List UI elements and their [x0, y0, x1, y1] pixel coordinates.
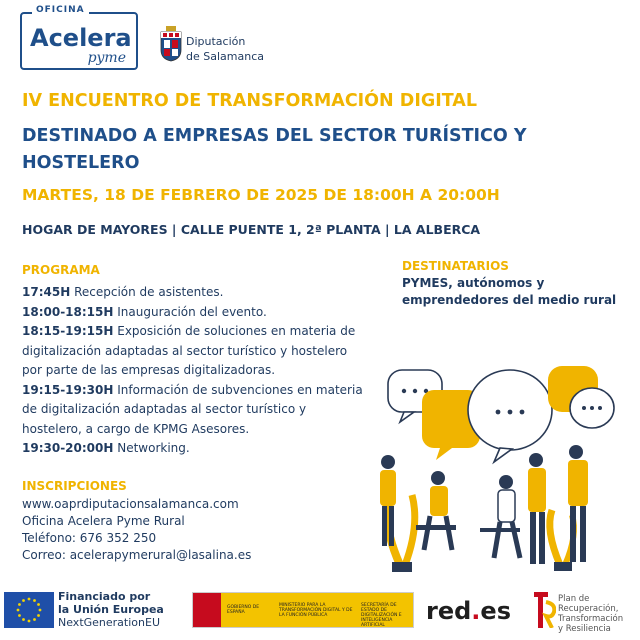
eu-star: [39, 609, 42, 612]
programa-text: Recepción de asistentes.: [70, 285, 224, 299]
programa-item: [22, 283, 367, 303]
eu-star: [28, 620, 31, 623]
eu-star: [33, 599, 36, 602]
diputacion-line1: Diputación: [186, 35, 246, 48]
redes-right: es: [480, 597, 511, 625]
eu-star: [18, 614, 21, 617]
redes-dot: .: [471, 597, 481, 625]
inscripciones-heading: INSCRIPCIONES: [22, 479, 127, 493]
programa-item: [22, 439, 367, 459]
programa-time: 18:00-18:15H: [22, 304, 114, 319]
spain-coat-of-arms-icon: [193, 593, 221, 627]
programa-time: 19:15-19:30H: [22, 382, 114, 397]
programa-time: 17:45H: [22, 285, 71, 299]
eu-star: [17, 609, 20, 612]
prtr-line3: Transformación: [558, 614, 624, 624]
programa-item: [22, 381, 367, 440]
prtr-logo-icon: [534, 592, 556, 628]
programa-text: Inauguración del evento.: [113, 304, 267, 319]
inscripciones-office: Oficina Acelera Pyme Rural: [22, 514, 185, 528]
redes-left: red: [426, 597, 472, 625]
eu-star: [22, 599, 25, 602]
person-figure: [568, 445, 588, 562]
eu-line1: Financiado por: [58, 590, 151, 603]
eu-star: [28, 598, 31, 601]
gobierno-text: GOBIERNO DE ESPAÑA: [227, 605, 260, 615]
destinatarios-text: PYMES, autónomos y emprendedores del medio rural: [402, 276, 617, 307]
programa-heading: PROGRAMA: [22, 263, 100, 277]
person-figure: [528, 453, 546, 564]
eu-star: [37, 603, 40, 606]
eu-star: [18, 603, 21, 606]
networking-illustration: [360, 350, 630, 580]
secretaria-text: SECRETARÍA DE ESTADO DE DIGITALIZACIÓN E INTELIGENCIA ARTIFICIAL: [361, 603, 402, 628]
ministerio-text: MINISTERIO PARA LA TRANSFORMACIÓN DIGITAL Y DE LA FUNCIÓN PÚBLICA: [279, 603, 353, 618]
gobierno-logo-band: [221, 593, 413, 627]
eu-star: [22, 618, 25, 621]
programa-time: 19:30-20:00H: [22, 441, 114, 455]
oficina-acelera-pyme-logo: [20, 5, 138, 70]
diputacion-logo-text: [186, 34, 264, 64]
programa-text: Exposición de soluciones en materia de digitalización adaptadas al sector turístico y hostelero por parte de las empresas digitalizadoras.: [22, 324, 356, 377]
eu-line3: NextGenerationEU: [58, 616, 160, 629]
salamanca-shield-icon: [160, 26, 182, 62]
inscripciones-website-link[interactable]: www.oaprdiputacionsalamanca.com: [22, 497, 239, 511]
acelera-top-label: OFICINA: [32, 5, 89, 15]
acelera-word: Acelera: [30, 24, 132, 52]
eu-line2: la Unión Europea: [58, 603, 164, 616]
speech-bubble-icon: [468, 370, 552, 462]
programa-list: [22, 283, 367, 459]
acelera-pyme: pyme: [87, 50, 126, 66]
prtr-line1: Plan de: [558, 594, 590, 604]
destinatarios-heading: DESTINATARIOS: [402, 259, 509, 273]
eu-star: [37, 614, 40, 617]
event-subtitle: DESTINADO A EMPRESAS DEL SECTOR TURÍSTICO Y HOSTELERO: [22, 126, 527, 173]
programa-text: Networking.: [113, 441, 190, 455]
programa-time: 18:15-19:15H: [22, 324, 114, 338]
person-figure: [480, 475, 520, 558]
eu-flag-icon: [4, 592, 54, 628]
person-figure: [416, 471, 456, 550]
prtr-line2: Recuperación,: [558, 604, 619, 614]
event-date: MARTES, 18 DE FEBRERO DE 2025 DE 18:00H A 20:00H: [22, 186, 500, 204]
speech-bubble-icon: [570, 388, 614, 428]
eu-funding-text: [58, 590, 164, 629]
programa-item: [22, 303, 367, 323]
programa-item: [22, 322, 367, 381]
inscripciones-phone[interactable]: Teléfono: 676 352 250: [22, 531, 157, 545]
prtr-line4: y Resiliencia: [558, 624, 611, 634]
event-title: IV ENCUENTRO DE TRANSFORMACIÓN DIGITAL: [22, 91, 477, 111]
red-es-logo: [426, 597, 511, 625]
prtr-text: [558, 594, 623, 634]
event-place: HOGAR DE MAYORES | CALLE PUENTE 1, 2ª PLANTA | LA ALBERCA: [22, 222, 481, 237]
eu-star: [33, 618, 36, 621]
inscripciones-list: [22, 496, 251, 564]
programa-text: Información de subvenciones en materia de digitalización adaptadas al sector turístico y hostelero, a cargo de KPMG Asesores.: [22, 382, 363, 436]
diputacion-line2: de Salamanca: [186, 50, 264, 63]
inscripciones-email[interactable]: Correo: acelerapymerural@lasalina.es: [22, 548, 252, 562]
gobierno-espana-logo: [192, 592, 414, 628]
